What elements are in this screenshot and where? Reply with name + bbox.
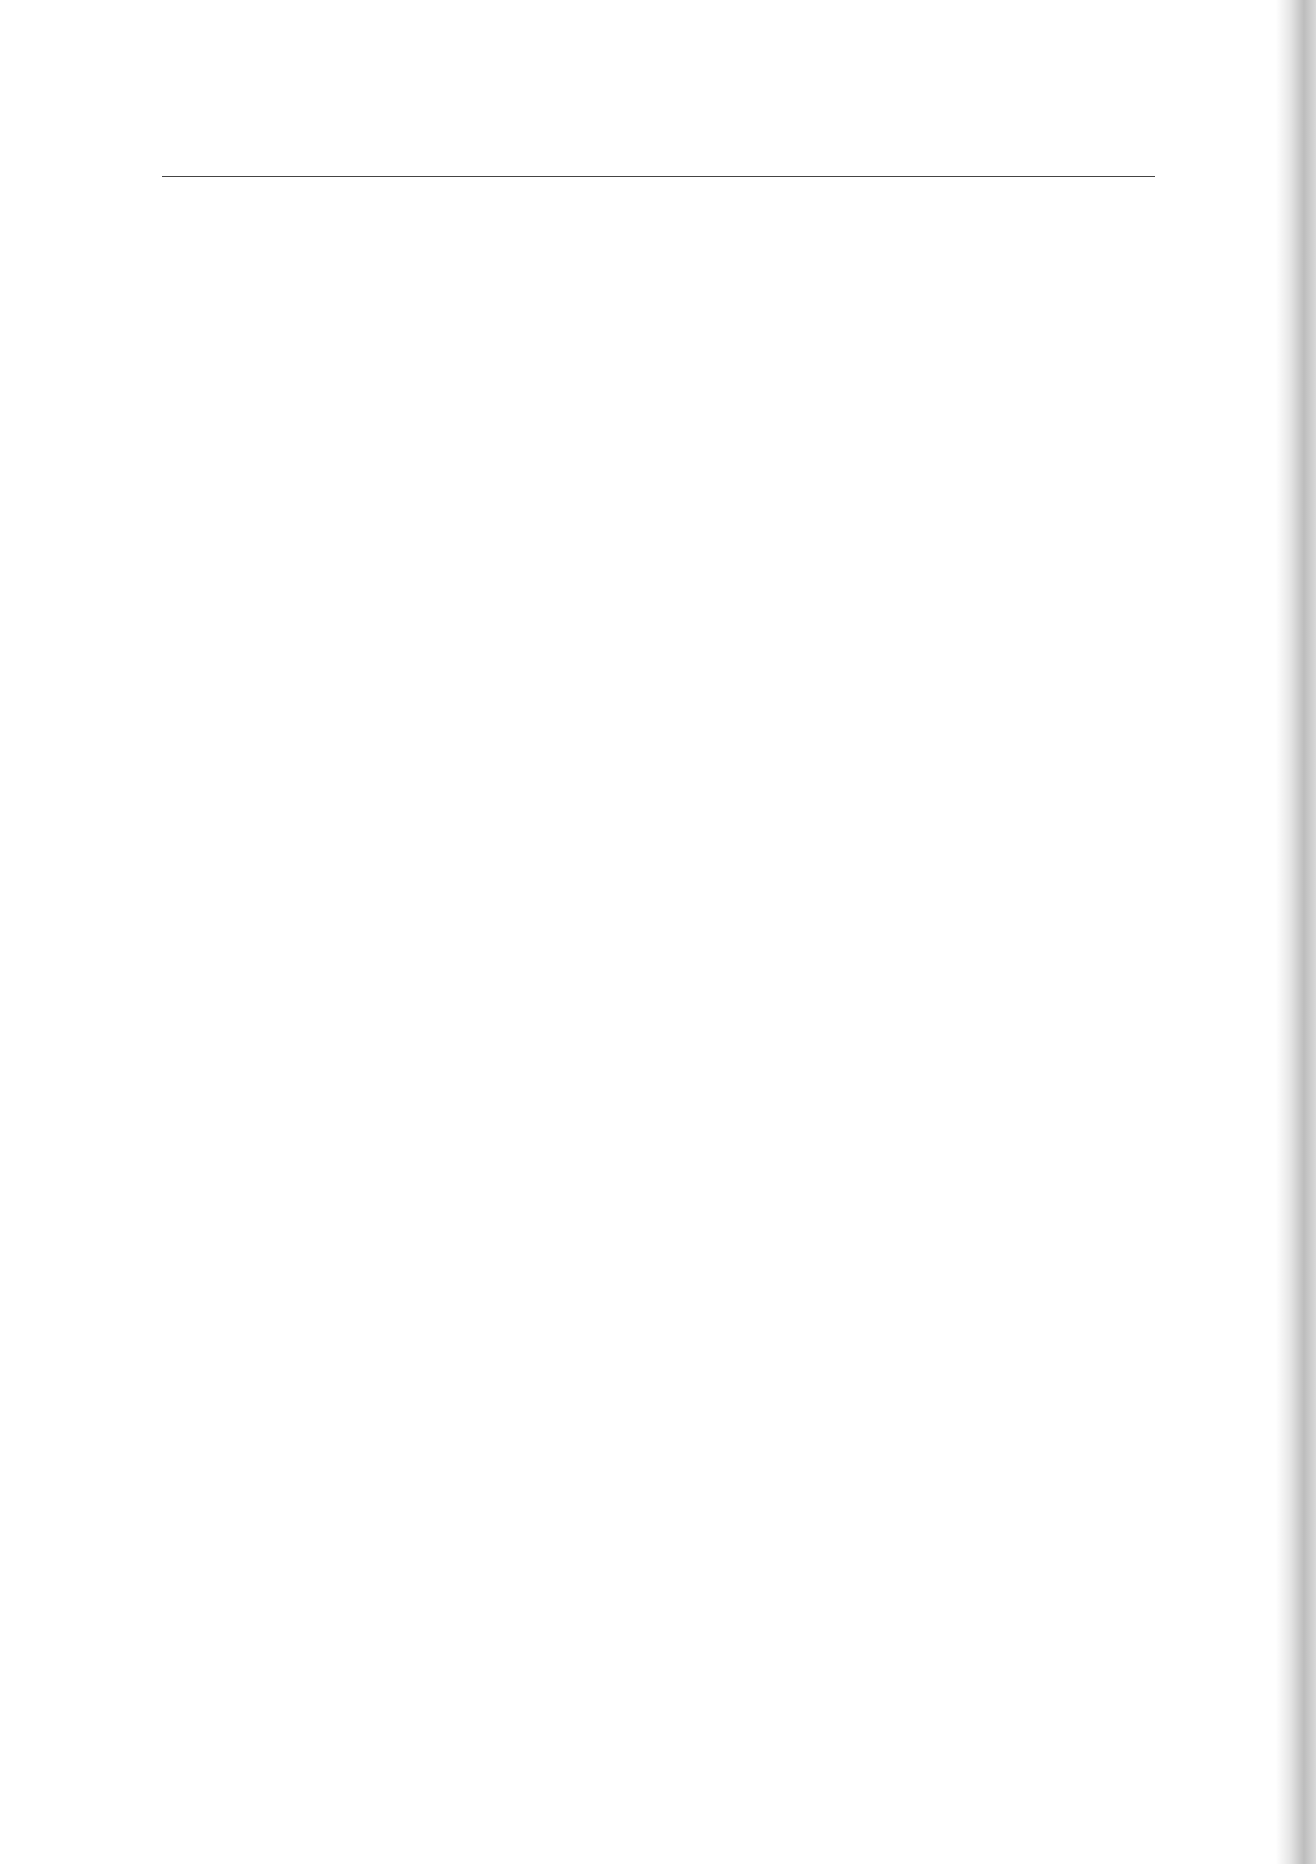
- document-page: [162, 120, 1155, 217]
- page-header: [162, 120, 1155, 177]
- page-gutter-shadow: [1276, 0, 1316, 1864]
